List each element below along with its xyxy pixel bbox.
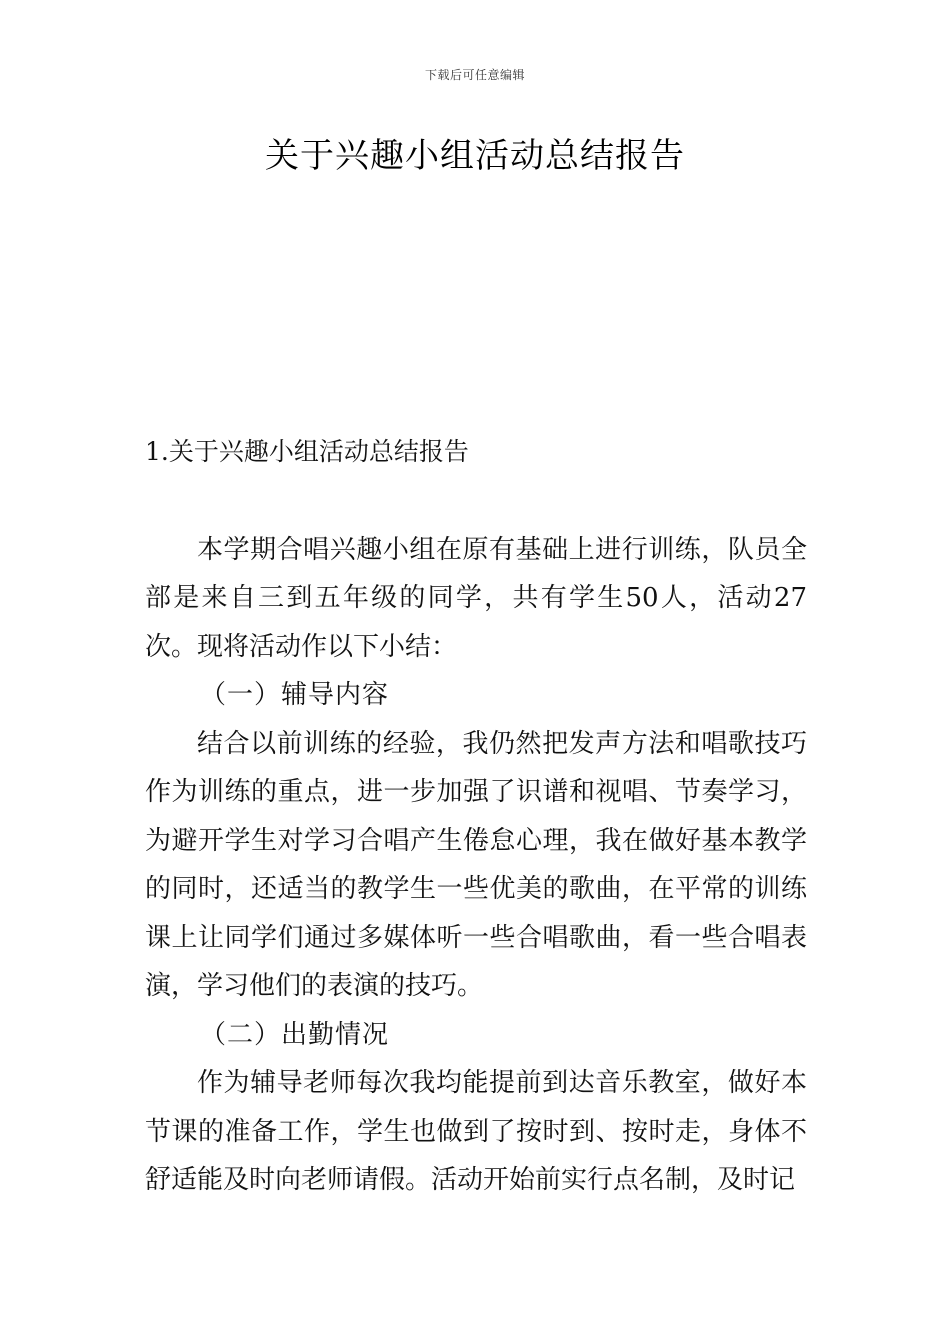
subheading-attendance: （二）出勤情况 [200,1019,390,1050]
document-body [145,428,807,1205]
tutoring-content-paragraph: 结合以前训练的经验，我仍然把发声方法和唱歌技巧作为训练的重点，进一步加强了识谱和视唱、节奏学习，为避开学生对学习合唱产生倦怠心理，我在做好基本教学的同时，还适当的教学生一些优美的歌曲，在平常的训练课上让同学们通过多媒体听一些合唱歌曲，看一些合唱表演，学习他们的表演的技巧。 [145,728,807,1001]
attendance-paragraph: 作为辅导老师每次我均能提前到达音乐教室，做好本节课的准备工作，学生也做到了按时到、按时走，身体不舒适能及时向老师请假。活动开始前实行点名制，及时记 [145,1068,807,1195]
intro-paragraph: 本学期合唱兴趣小组在原有基础上进行训练，队员全部是来自三到五年级的同学，共有学生50人，活动27次。现将活动作以下小结： [145,534,807,662]
header-note: 下载后可任意编辑 [424,68,525,82]
subheading-tutoring-content: （一）辅导内容 [200,680,390,710]
document-title: 关于兴趣小组活动总结报告 [265,136,685,176]
section-title: 1.关于兴趣小组活动总结报告 [145,437,469,466]
